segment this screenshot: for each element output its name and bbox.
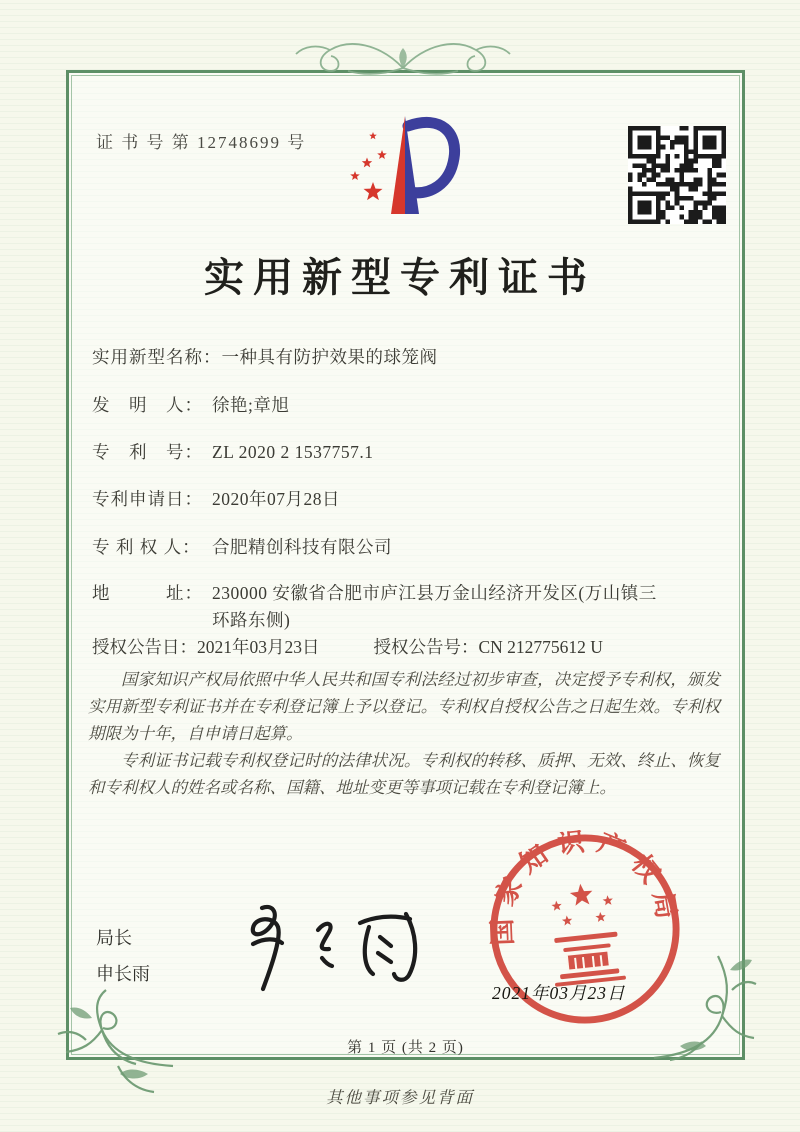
legal-paragraph-1: 国家知识产权局依照中华人民共和国专利法经过初步审查，决定授予专利权，颁发实用新型专利证书并在专利登记簿上予以登记。专利权自授权公告之日起生效。专利权期限为十年，自申请日起算。	[88, 670, 720, 743]
field-row-patentee	[92, 534, 392, 559]
field-value: 2020年07月28日	[212, 489, 340, 509]
svg-text:国家知识产权局	[477, 820, 684, 948]
commissioner-name: 申长雨	[96, 964, 150, 984]
field-value: ZL 2020 2 1537757.1	[212, 442, 374, 462]
back-side-note: 其他事项参见背面	[326, 1088, 474, 1107]
field-value: 合肥精创科技有限公司	[212, 537, 392, 557]
field-value: 230000 安徽省合肥市庐江县万金山经济开发区(万山镇三环路东侧)	[212, 583, 657, 630]
field-row-utility-model-name	[92, 344, 438, 369]
seal-emblem-gate	[550, 931, 626, 987]
field-label: 专利申请日：	[92, 489, 203, 509]
commissioner-signature	[222, 892, 427, 996]
commissioner-block	[96, 920, 150, 992]
field-label: 专 利 号：	[92, 442, 203, 462]
seal-date: 2021年03月23日	[492, 983, 626, 1003]
field-label: 地 址：	[92, 583, 203, 603]
field-label: 专 利 权 人：	[92, 537, 201, 557]
field-row-patent-number	[92, 439, 373, 464]
grant-announcement-row	[92, 634, 603, 659]
field-label: 实用新型名称：	[92, 347, 222, 367]
legal-paragraph-2: 专利证书记载专利权登记时的法律状况。专利权的转移、质押、无效、终止、恢复和专利权人的姓名或名称、国籍、地址变更等事项记载在专利登记簿上。	[88, 751, 720, 797]
commissioner-title: 局长	[96, 928, 132, 948]
field-row-address	[92, 580, 664, 634]
certificate-title: 实用新型专利证书	[204, 255, 596, 300]
grant-date-pair	[92, 637, 320, 657]
certificate-number: 证 书 号 第 12748699 号	[96, 133, 307, 152]
seal-text: 国家知识产权局	[486, 825, 684, 947]
field-row-filing-date	[92, 486, 340, 511]
grant-date-value: 2021年03月23日	[197, 637, 320, 657]
legal-text-block	[88, 666, 720, 801]
field-value: 一种具有防护效果的球笼阀	[221, 347, 438, 367]
cnipa-logo-icon	[342, 110, 468, 224]
field-value: 徐艳;章旭	[212, 395, 290, 415]
field-row-inventor	[92, 392, 289, 417]
page-number: 第 1 页 (共 2 页)	[347, 1040, 464, 1056]
field-label: 发 明 人：	[92, 395, 203, 415]
official-seal	[476, 820, 694, 1038]
grant-number-label: 授权公告号：	[373, 637, 479, 657]
grant-number-pair	[374, 637, 603, 657]
qr-code	[628, 126, 726, 224]
grant-number-value: CN 212775612 U	[478, 637, 603, 657]
grant-date-label: 授权公告日：	[92, 637, 197, 657]
